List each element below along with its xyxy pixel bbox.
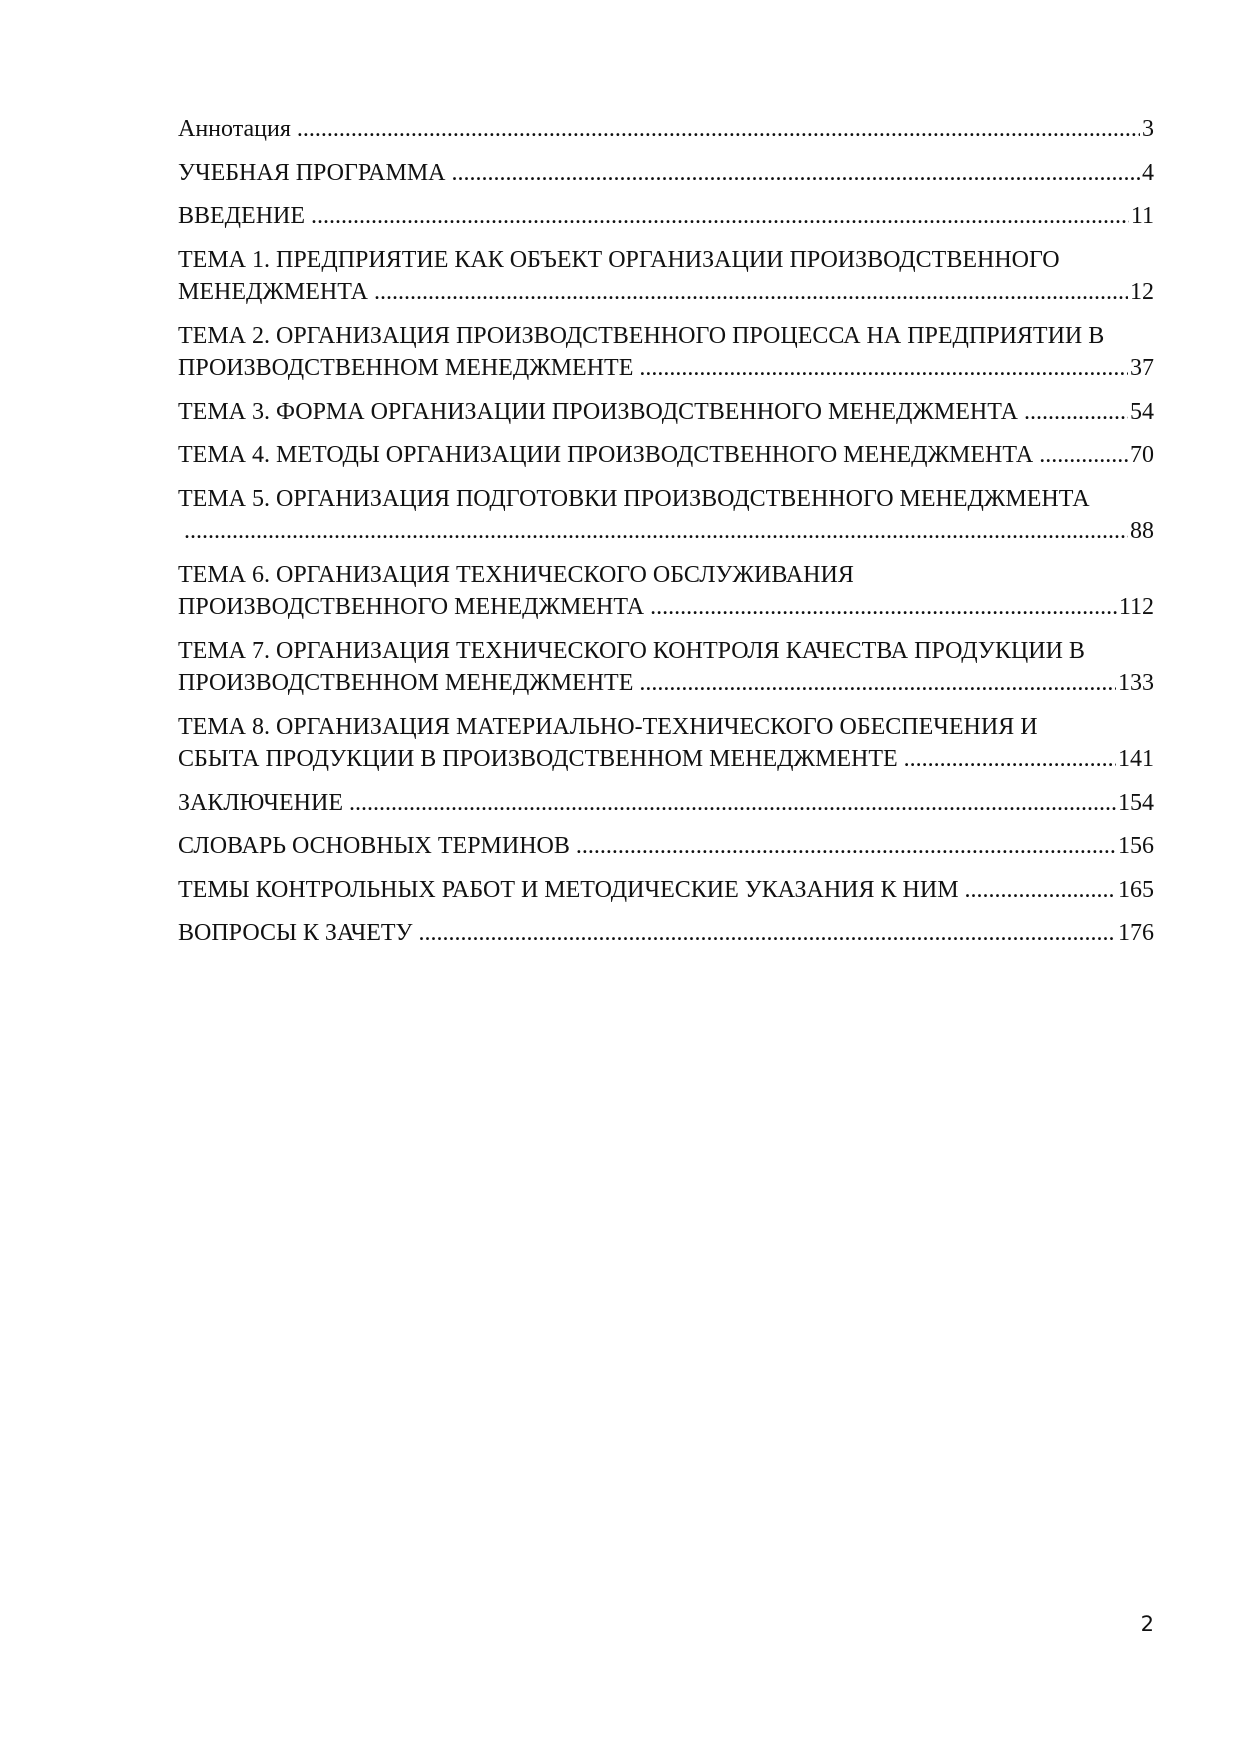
toc-entry-page-number: 3 <box>1142 116 1154 142</box>
toc-dot-leader <box>639 352 1128 385</box>
toc-entry-title: ТЕМА 8. ОРГАНИЗАЦИЯ МАТЕРИАЛЬНО-ТЕХНИЧЕСКОГО ОБЕСПЕЧЕНИЯ И <box>178 713 1038 740</box>
toc-entry-page-number: 4 <box>1142 159 1154 186</box>
toc-entry[interactable] <box>178 113 1154 146</box>
toc-entry-title: ТЕМЫ КОНТРОЛЬНЫХ РАБОТ И МЕТОДИЧЕСКИЕ УКАЗАНИЯ К НИМ <box>178 876 959 903</box>
toc-dot-leader <box>639 667 1116 700</box>
toc-entry-title: ПРОИЗВОДСТВЕННОМ МЕНЕДЖМЕНТЕ <box>178 355 634 381</box>
toc-entry-title: ТЕМА 5. ОРГАНИЗАЦИЯ ПОДГОТОВКИ ПРОИЗВОДСТВЕННОГО МЕНЕДЖМЕНТА <box>178 485 1090 512</box>
table-of-contents <box>178 113 1154 961</box>
toc-dot-leader <box>650 591 1117 624</box>
toc-entry[interactable] <box>178 874 1154 907</box>
toc-dot-leader <box>311 200 1129 233</box>
toc-dot-leader <box>374 276 1128 309</box>
toc-entry-line <box>178 743 1154 776</box>
toc-entry-line <box>178 244 1154 277</box>
toc-entry-line <box>178 157 1154 190</box>
toc-entry-title: ТЕМА 4. МЕТОДЫ ОРГАНИЗАЦИИ ПРОИЗВОДСТВЕННОГО МЕНЕДЖМЕНТА <box>178 442 1034 468</box>
toc-entry-line <box>178 787 1154 820</box>
toc-dot-leader <box>452 157 1140 190</box>
toc-entry-page-number: 176 <box>1118 920 1154 946</box>
toc-entry-page-number: 12 <box>1130 279 1154 305</box>
toc-entry-line <box>178 874 1154 907</box>
toc-entry-line <box>178 113 1154 146</box>
toc-entry[interactable] <box>178 483 1154 548</box>
toc-entry[interactable] <box>178 320 1154 385</box>
toc-entry-line <box>178 515 1154 548</box>
toc-entry-line <box>178 276 1154 309</box>
toc-entry-line <box>178 667 1154 700</box>
toc-dot-leader <box>419 917 1116 950</box>
toc-entry-title: СЛОВАРЬ ОСНОВНЫХ ТЕРМИНОВ <box>178 833 570 859</box>
toc-entry-title: ВВЕДЕНИЕ <box>178 203 306 229</box>
toc-entry-page-number: 165 <box>1118 876 1154 903</box>
toc-entry-page-number: 112 <box>1118 594 1154 620</box>
toc-entry-title: УЧЕБНАЯ ПРОГРАММА <box>178 159 446 186</box>
toc-entry-title: МЕНЕДЖМЕНТА <box>178 279 368 305</box>
toc-entry-page-number: 154 <box>1118 789 1154 816</box>
toc-entry[interactable] <box>178 787 1154 820</box>
toc-entry-line <box>178 591 1154 624</box>
toc-dot-leader <box>184 515 1128 548</box>
toc-entry-page-number: 11 <box>1130 203 1154 229</box>
toc-dot-leader <box>297 113 1140 146</box>
toc-dot-leader <box>965 874 1116 907</box>
toc-entry-line <box>178 352 1154 385</box>
toc-entry[interactable] <box>178 635 1154 700</box>
toc-dot-leader <box>1039 439 1128 472</box>
toc-entry-title: ЗАКЛЮЧЕНИЕ <box>178 789 343 816</box>
toc-entry[interactable] <box>178 917 1154 950</box>
toc-entry-line <box>178 320 1154 353</box>
toc-entry-title: ТЕМА 6. ОРГАНИЗАЦИЯ ТЕХНИЧЕСКОГО ОБСЛУЖИВАНИЯ <box>178 561 854 588</box>
toc-entry[interactable] <box>178 200 1154 233</box>
toc-entry-line <box>178 830 1154 863</box>
toc-dot-leader <box>576 830 1116 863</box>
toc-entry-page-number: 141 <box>1118 746 1154 772</box>
toc-entry-title: СБЫТА ПРОДУКЦИИ В ПРОИЗВОДСТВЕННОМ МЕНЕДЖМЕНТЕ <box>178 746 898 772</box>
toc-entry[interactable] <box>178 830 1154 863</box>
toc-entry-page-number: 133 <box>1118 670 1154 696</box>
toc-entry-line <box>178 483 1154 516</box>
toc-entry-line <box>178 396 1154 429</box>
toc-entry-title: ПРОИЗВОДСТВЕННОМ МЕНЕДЖМЕНТЕ <box>178 670 634 696</box>
toc-entry-title: Аннотация <box>178 116 291 142</box>
toc-entry-title: ВОПРОСЫ К ЗАЧЕТУ <box>178 920 413 946</box>
toc-entry-line <box>178 917 1154 950</box>
toc-entry-title: ТЕМА 1. ПРЕДПРИЯТИЕ КАК ОБЪЕКТ ОРГАНИЗАЦИИ ПРОИЗВОДСТВЕННОГО <box>178 246 1060 273</box>
toc-entry-title: ПРОИЗВОДСТВЕННОГО МЕНЕДЖМЕНТА <box>178 594 645 620</box>
page-number: 2 <box>1140 1612 1154 1636</box>
toc-entry[interactable] <box>178 157 1154 190</box>
toc-entry-line <box>178 635 1154 668</box>
toc-entry-page-number: 156 <box>1118 833 1154 859</box>
toc-entry-page-number: 88 <box>1130 518 1154 544</box>
toc-entry-title: ТЕМА 3. ФОРМА ОРГАНИЗАЦИИ ПРОИЗВОДСТВЕННОГО МЕНЕДЖМЕНТА <box>178 398 1018 425</box>
toc-entry-page-number: 54 <box>1130 398 1154 425</box>
toc-entry[interactable] <box>178 244 1154 309</box>
toc-entry[interactable] <box>178 396 1154 429</box>
toc-entry-line <box>178 711 1154 744</box>
toc-entry-title: ТЕМА 7. ОРГАНИЗАЦИЯ ТЕХНИЧЕСКОГО КОНТРОЛЯ КАЧЕСТВА ПРОДУКЦИИ В <box>178 637 1085 664</box>
toc-entry-page-number: 70 <box>1130 442 1154 468</box>
toc-entry[interactable] <box>178 711 1154 776</box>
toc-entry[interactable] <box>178 439 1154 472</box>
toc-dot-leader <box>904 743 1116 776</box>
toc-entry-title: ТЕМА 2. ОРГАНИЗАЦИЯ ПРОИЗВОДСТВЕННОГО ПРОЦЕССА НА ПРЕДПРИЯТИИ В <box>178 322 1105 349</box>
toc-dot-leader <box>349 787 1116 820</box>
toc-entry-line <box>178 559 1154 592</box>
toc-entry-line <box>178 200 1154 233</box>
toc-entry-page-number: 37 <box>1130 355 1154 381</box>
toc-dot-leader <box>1024 396 1128 429</box>
toc-entry[interactable] <box>178 559 1154 624</box>
toc-entry-line <box>178 439 1154 472</box>
